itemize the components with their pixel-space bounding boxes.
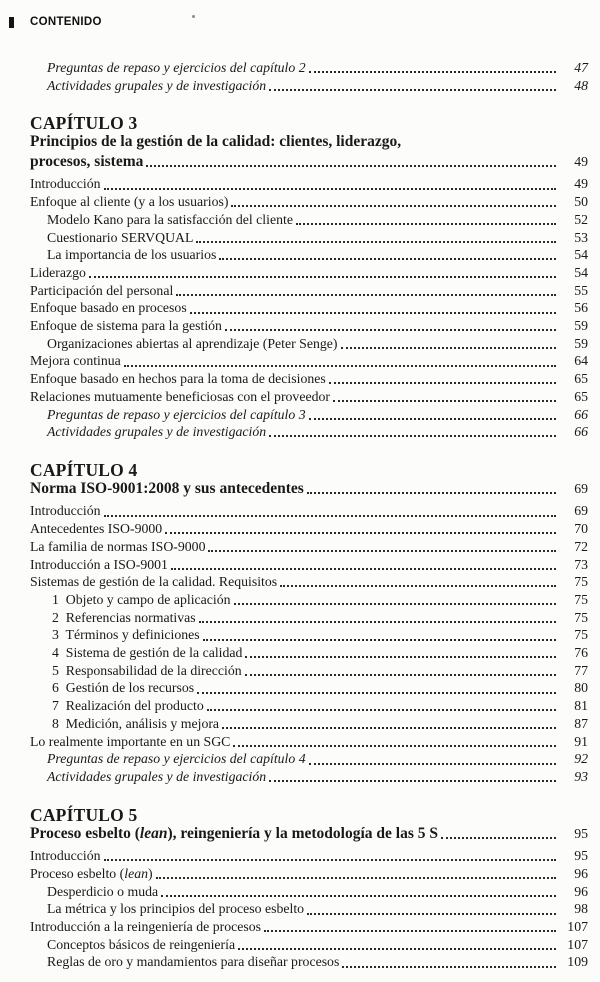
dot-leader [309, 763, 556, 765]
dot-leader [245, 674, 556, 676]
toc-entry-page: 80 [574, 680, 588, 696]
toc-entry-page: 73 [574, 556, 588, 572]
toc-entry-row [30, 715, 588, 733]
toc-entry-label: Organizaciones abiertas al aprendizaje (Peter Senge) [47, 335, 338, 351]
toc-entry-row [30, 900, 588, 918]
toc-entry-page: 48 [574, 77, 588, 93]
dot-leader [342, 966, 556, 968]
toc-entry-label: Enfoque de sistema para la gestión [30, 318, 222, 334]
italic-term: lean [139, 824, 168, 842]
toc-entry-label: Principios de la gestión de la calidad: clientes, liderazgo, [30, 133, 402, 151]
toc-entry-page: 76 [574, 645, 588, 661]
toc-entry-label: 7 Realización del producto [52, 698, 204, 714]
toc-entry-row [30, 733, 588, 751]
toc-entry-page: 95 [574, 825, 588, 841]
toc-entry-row [30, 132, 588, 152]
toc-entry-label: Actividades grupales y de investigación [47, 77, 267, 93]
toc-entry-page: 77 [574, 662, 588, 678]
toc-entry-row [30, 502, 588, 520]
dot-leader [156, 877, 556, 879]
dot-leader [264, 930, 556, 932]
toc-entry-page: 75 [574, 574, 588, 590]
toc-entry-row [30, 229, 588, 247]
text-run: ), reingeniería y la metodología de las 5 S [167, 824, 438, 842]
toc-entry-row [30, 768, 588, 786]
toc-entry-page: 75 [574, 609, 588, 625]
dot-leader [104, 515, 557, 517]
toc-entry-label: Introducción a la reingeniería de procesos [30, 919, 261, 935]
toc-entry-row [30, 282, 588, 300]
dot-leader [341, 347, 557, 349]
contenido-header [9, 15, 588, 29]
toc-entry-page: 64 [574, 353, 588, 369]
toc-entry-label: Modelo Kano para la satisfacción del cliente [47, 211, 293, 227]
dot-leader [280, 585, 556, 587]
toc-entry-label: Preguntas de repaso y ejercicios del capítulo 2 [47, 60, 306, 75]
toc-entry-row [30, 609, 588, 627]
toc-entry-page: 54 [574, 264, 588, 280]
dot-leader [124, 365, 556, 367]
toc-entry-page: 56 [574, 300, 588, 316]
toc-entry-page: 59 [574, 318, 588, 334]
toc-entry-page: 96 [574, 865, 588, 881]
toc-entry-label: 1 Objeto y campo de aplicación [52, 591, 231, 607]
dot-leader [146, 165, 556, 167]
toc-entry-row [30, 538, 588, 556]
toc-entry-label: Preguntas de repaso y ejercicios del capítulo 4 [47, 751, 306, 767]
toc-entry-label: Enfoque basado en procesos [30, 300, 187, 316]
toc-entry-row [30, 918, 588, 936]
toc-entry-row [30, 750, 588, 768]
toc-entry-label: Cuestionario SERVQUAL [47, 229, 194, 245]
dot-leader [161, 895, 556, 897]
toc-entry-label: Enfoque basado en hechos para la toma de decisiones [30, 371, 326, 387]
toc-entry-page: 59 [574, 335, 588, 351]
dot-leader [269, 435, 556, 437]
toc-entry-row [30, 406, 588, 424]
toc-entry-label: Actividades grupales y de investigación [47, 769, 267, 784]
toc-entry-page: 92 [574, 751, 588, 767]
text-run: Proceso esbelto ( [30, 824, 140, 842]
toc-entry-row [30, 883, 588, 901]
section-marker-icon [9, 17, 14, 28]
toc-entry-row [30, 520, 588, 538]
toc-entry-page: 65 [574, 371, 588, 387]
toc-entry-row [30, 591, 588, 609]
toc-entry-page: 75 [574, 591, 588, 607]
chapter-entries [30, 847, 588, 971]
toc-entry-row [30, 59, 588, 77]
dot-leader [190, 312, 556, 314]
chapter-number-heading: CAPÍTULO 3 [30, 113, 138, 134]
toc-entry-row [30, 644, 588, 662]
chapter-number-heading: CAPÍTULO 4 [30, 459, 138, 480]
toc-entry-label: Participación del personal [30, 282, 174, 298]
chapter-block [30, 114, 588, 441]
chapter-entries [30, 175, 588, 441]
toc-entry-label: 5 Responsabilidad de la dirección [52, 662, 242, 678]
toc-entry-label: Conceptos básicos de reingeniería [47, 936, 236, 952]
toc-entry-page: 70 [574, 521, 588, 537]
toc-entry-row [30, 352, 588, 370]
toc-entry-page: 65 [574, 388, 588, 404]
dot-leader [233, 745, 556, 747]
toc-entry-row [30, 388, 588, 406]
toc-entry-label: 4 Sistema de gestión de la calidad [52, 645, 243, 661]
dot-leader [165, 532, 556, 534]
toc-entry-label: Introducción a ISO-9001 [30, 556, 168, 572]
toc-entry-label: Sistemas de gestión de la calidad. Requisitos [30, 574, 278, 590]
chapter-entries [30, 502, 588, 785]
toc-entry-page: 52 [574, 211, 588, 227]
dot-leader [219, 258, 556, 260]
dot-leader [89, 276, 556, 278]
dot-leader [245, 656, 556, 658]
toc-entry-label: Relaciones mutuamente beneficiosas con el proveedor [30, 388, 330, 404]
toc-entry-page: 55 [574, 282, 588, 298]
dot-leader [225, 329, 556, 331]
toc-entry-page: 98 [574, 901, 588, 917]
toc-entry-label: Introducción [30, 503, 101, 519]
toc-entry-row [30, 175, 588, 193]
italic-term: lean [124, 865, 149, 881]
toc-entry-row [30, 626, 588, 644]
toc-entry-row [30, 423, 588, 441]
toc-entry-page: 95 [574, 848, 588, 864]
chapter-block [30, 806, 588, 971]
dot-leader [309, 71, 556, 73]
dot-leader [307, 913, 556, 915]
toc-entry-row [30, 246, 588, 264]
toc-entry-row [30, 211, 588, 229]
toc-entry-row [30, 865, 588, 883]
dot-leader [329, 382, 556, 384]
toc-entry-row [30, 662, 588, 680]
toc-entry-label: Introducción [30, 848, 101, 864]
dot-leader [309, 418, 556, 420]
toc-entry-page: 93 [574, 769, 588, 784]
toc-entry-row [30, 335, 588, 353]
toc-entry-label: procesos, sistema [30, 152, 144, 170]
text-run: ) [148, 865, 153, 881]
toc-entry-page: 49 [574, 153, 588, 169]
dot-leader [199, 621, 556, 623]
dot-leader [441, 837, 556, 839]
dot-leader [333, 400, 556, 402]
toc-entry-label: 6 Gestión de los recursos [52, 680, 195, 696]
toc-entry-page: 66 [574, 406, 588, 422]
toc-entry-label: Desperdicio o muda [47, 883, 159, 899]
dot-leader [208, 550, 556, 552]
text-run: Proceso esbelto ( [30, 865, 125, 881]
dot-leader [104, 188, 557, 190]
dot-leader [269, 89, 556, 91]
toc-entry-row [30, 936, 588, 954]
toc-entry-row [30, 679, 588, 697]
contenido-label: CONTENIDO [30, 16, 102, 28]
toc-entry-row [30, 824, 588, 844]
toc-entry-page: 96 [574, 883, 588, 899]
toc-entry-page: 69 [574, 503, 588, 519]
toc-entry-label: Preguntas de repaso y ejercicios del capítulo 3 [47, 406, 306, 422]
toc-entry-row [30, 370, 588, 388]
toc-entry-label: Liderazgo [30, 264, 86, 280]
toc-entry-row [30, 152, 588, 172]
toc-entry-page: 81 [574, 698, 588, 714]
dot-leader [207, 709, 556, 711]
toc-entry-row [30, 264, 588, 282]
toc-entry-label: 3 Términos y definiciones [52, 627, 200, 643]
toc-entry-page: 107 [567, 919, 588, 935]
toc-entry-page: 107 [567, 936, 588, 952]
dot-leader [196, 241, 556, 243]
toc-entry-row [30, 77, 588, 95]
toc-entry-page: 54 [574, 247, 588, 263]
toc-entry-label [30, 824, 438, 844]
toc-entry-page: 49 [574, 176, 588, 192]
toc-entry-label: Lo realmente importante en un SGC [30, 733, 231, 749]
dot-leader [231, 205, 556, 207]
dot-leader [307, 492, 556, 494]
toc-entry-row [30, 479, 588, 499]
toc-entry-row [30, 193, 588, 211]
toc-entry-page: 87 [574, 715, 588, 731]
chapter-number-heading: CAPÍTULO 5 [30, 804, 138, 825]
toc-entry-row [30, 299, 588, 317]
toc-entry-label: Mejora continua [30, 353, 121, 369]
dot-leader [104, 859, 557, 861]
dot-leader [176, 294, 556, 296]
dot-leader [197, 692, 556, 694]
toc-entry-page: 53 [574, 229, 588, 245]
toc-entry-row [30, 697, 588, 715]
dot-leader [203, 639, 556, 641]
toc-entry-page: 75 [574, 627, 588, 643]
toc-entry-label: Enfoque al cliente (y a los usuarios) [30, 194, 229, 210]
toc-entry-page: 50 [574, 194, 588, 210]
dot-leader [269, 780, 556, 782]
dot-leader [296, 223, 556, 225]
toc-entry-row [30, 556, 588, 574]
toc-entry-label: Reglas de oro y mandamientos para diseñar procesos [47, 954, 340, 970]
table-of-contents [30, 59, 588, 971]
toc-entry-label: La familia de normas ISO-9000 [30, 538, 206, 554]
toc-entry-label: Norma ISO-9001:2008 y sus antecedentes [30, 479, 304, 497]
toc-entry-page: 91 [574, 733, 588, 749]
chapter-block [30, 461, 588, 786]
dot-leader [238, 948, 556, 950]
toc-entry-row [30, 317, 588, 335]
toc-entry-page: 69 [574, 480, 588, 496]
toc-entry-row [30, 953, 588, 971]
toc-entry-row [30, 847, 588, 865]
toc-entry-row [30, 573, 588, 591]
toc-entry-label: Antecedentes ISO-9000 [30, 521, 163, 537]
toc-entry-label: La importancia de los usuarios [47, 247, 217, 263]
toc-entry-label [30, 865, 153, 883]
dot-leader [171, 568, 556, 570]
toc-entry-page: 47 [574, 60, 588, 75]
dot-leader [222, 727, 556, 729]
toc-entry-label: La métrica y los principios del proceso esbelto [47, 901, 305, 917]
scan-speck [192, 15, 195, 18]
toc-entry-page: 72 [574, 538, 588, 554]
toc-entry-label: Introducción [30, 176, 101, 192]
toc-entry-label: 2 Referencias normativas [52, 609, 196, 625]
toc-entry-page: 109 [567, 954, 588, 970]
carryover-entries [30, 59, 588, 94]
dot-leader [234, 603, 556, 605]
toc-entry-page: 66 [574, 424, 588, 440]
toc-entry-label: 8 Medición, análisis y mejora [52, 715, 220, 731]
toc-entry-label: Actividades grupales y de investigación [47, 424, 267, 440]
